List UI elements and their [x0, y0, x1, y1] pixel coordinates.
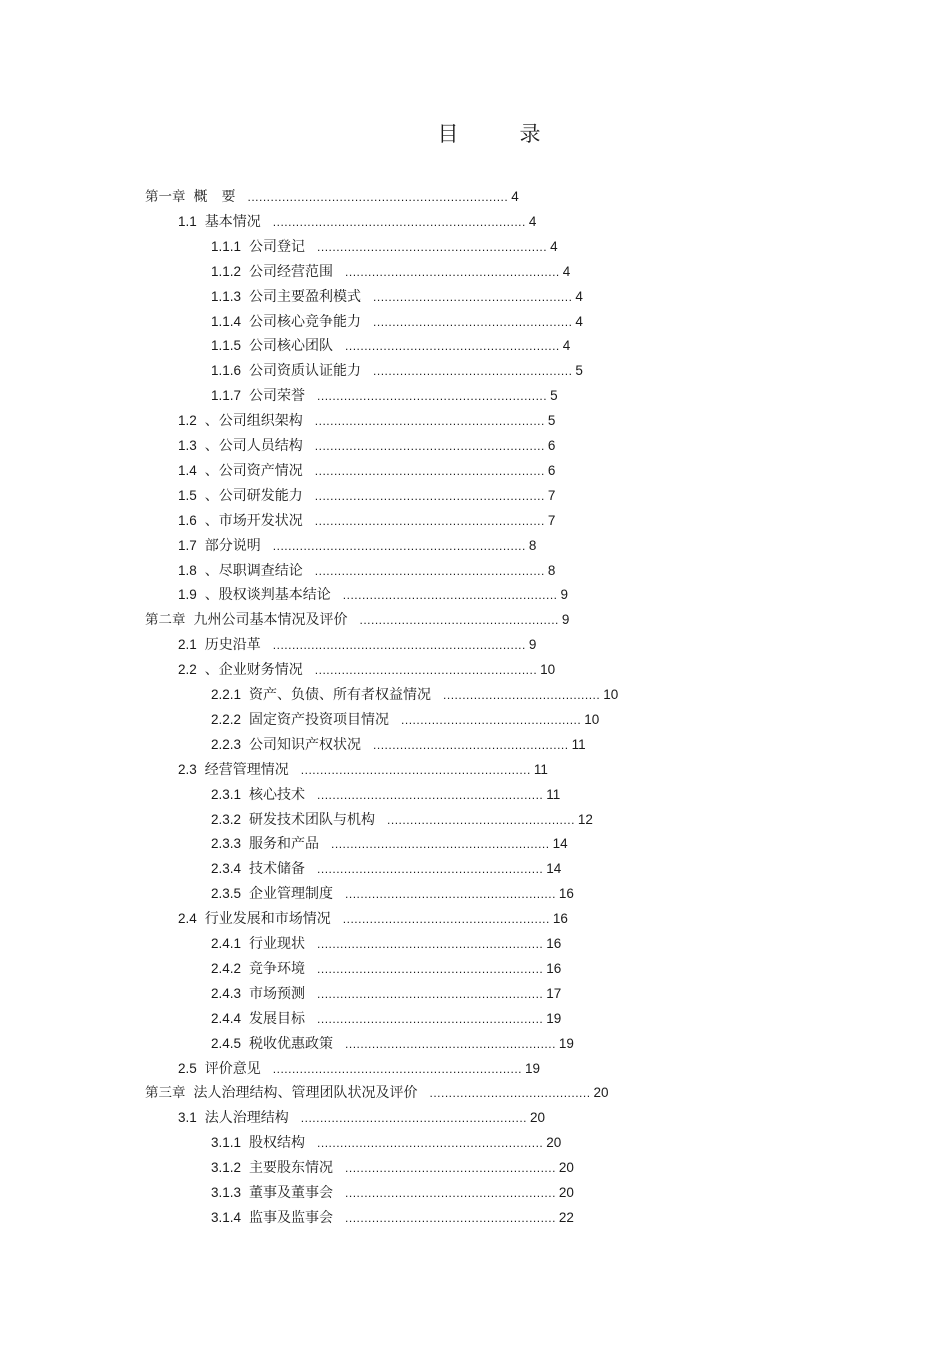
- toc-entry-page: 4: [575, 313, 583, 329]
- toc-entry-leader: ....................................................: [373, 364, 573, 379]
- toc-entry-label: 公司知识产权状况: [249, 736, 362, 753]
- toc-entry-leader: ......................................................: [342, 912, 550, 927]
- toc-entry[interactable]: [211, 337, 570, 355]
- toc-entry-page: 11: [546, 786, 561, 802]
- toc-entry-page: 11: [533, 761, 548, 777]
- toc-entry-number: 1.1.3: [211, 288, 242, 304]
- toc-entry-number: 2.3.1: [211, 786, 242, 802]
- toc-entry-page: 4: [528, 213, 537, 229]
- toc-entry-number: 1.6: [178, 512, 197, 528]
- toc-entry-label: 、公司人员结构: [204, 438, 303, 454]
- toc-entry-number: 2.4: [178, 911, 197, 927]
- toc-entry[interactable]: [211, 811, 593, 829]
- toc-entry-label: 服务和产品: [249, 836, 320, 853]
- toc-entry-number: 1.9: [178, 587, 197, 603]
- toc-entry-page: 11: [571, 736, 586, 752]
- toc-entry-leader: ...............................................: [401, 712, 582, 727]
- toc-entry-number: 3.1: [178, 1110, 197, 1126]
- toc-entry-label: 研发技术团队与机构: [249, 811, 376, 828]
- toc-entry-leader: ..........................................: [429, 1086, 591, 1101]
- toc-entry-number: 1.7: [178, 537, 197, 553]
- toc-entry-number: 2.4.4: [211, 1010, 242, 1026]
- toc-title: 目 录: [437, 122, 561, 146]
- toc-entry[interactable]: [211, 686, 618, 704]
- toc-entry[interactable]: [178, 761, 548, 779]
- toc-entry-number: 3.1.3: [211, 1185, 242, 1200]
- toc-entry[interactable]: [211, 885, 574, 903]
- toc-entry-page: 19: [525, 1060, 541, 1076]
- toc-entry-leader: .................................................................: [272, 1061, 522, 1076]
- toc-entry-page: 4: [575, 288, 583, 304]
- toc-entry-number: 3.1.2: [211, 1160, 242, 1176]
- toc-entry-page: 19: [546, 1010, 562, 1026]
- toc-entry[interactable]: [211, 1035, 574, 1053]
- toc-entry-label: 经营管理情况: [204, 761, 289, 778]
- toc-entry-label: 部分说明: [204, 537, 261, 554]
- toc-entry-label: 、股权谈判基本结论: [204, 587, 331, 604]
- toc-entry-leader: .......................................................: [345, 887, 556, 902]
- toc-entry[interactable]: [211, 1159, 574, 1177]
- toc-entry-page: 14: [552, 836, 568, 852]
- toc-entry-page: 4: [550, 238, 558, 254]
- toc-entry-leader: ............................................................: [317, 239, 548, 254]
- toc-entry[interactable]: [178, 562, 555, 580]
- toc-entry-number: 1.8: [178, 562, 197, 578]
- toc-entry-label: 基本情况: [204, 213, 261, 230]
- toc-entry-leader: ...........................................................: [317, 937, 544, 951]
- toc-entry[interactable]: [178, 412, 555, 430]
- toc-entry-leader: ....................................................: [373, 289, 573, 304]
- toc-entry-leader: ...........................................................: [300, 1111, 527, 1126]
- toc-entry-page: 5: [547, 413, 556, 429]
- toc-entry[interactable]: [211, 985, 561, 1003]
- toc-entry-label: 法人治理结构、管理团队状况及评价: [193, 1085, 418, 1102]
- toc-entry-page: 14: [546, 861, 562, 877]
- toc-entry-page: 20: [546, 1135, 562, 1151]
- toc-entry-page: 22: [558, 1209, 574, 1225]
- toc-entry-page: 20: [558, 1185, 574, 1200]
- toc-entry-leader: .........................................................: [331, 837, 550, 852]
- toc-entry[interactable]: [211, 1209, 574, 1227]
- toc-entry-number: 2.1: [178, 637, 197, 653]
- toc-entry-leader: ...........................................................: [317, 787, 544, 802]
- toc-entry-page: 9: [528, 637, 537, 653]
- toc-entry-number: 1.1.5: [211, 338, 242, 354]
- toc-entry[interactable]: [211, 711, 599, 729]
- toc-entry[interactable]: [145, 611, 569, 629]
- toc-entry-leader: ...........................................................: [317, 986, 544, 1001]
- toc-entry[interactable]: [178, 910, 568, 928]
- toc-entry-leader: ..................................................................: [272, 538, 526, 553]
- toc-entry-number: 3.1.1: [211, 1135, 242, 1151]
- toc-entry-label: 历史沿革: [204, 637, 261, 654]
- toc-entry-label: 行业发展和市场情况: [204, 911, 331, 928]
- toc-entry-number: 2.2: [178, 662, 197, 678]
- toc-entry[interactable]: [178, 487, 555, 505]
- toc-entry-leader: ...........................................................: [317, 862, 544, 877]
- toc-entry-leader: ..................................................................: [272, 638, 526, 653]
- toc-entry[interactable]: [211, 313, 583, 331]
- toc-entry-page: 4: [511, 189, 519, 204]
- toc-entry[interactable]: [211, 860, 561, 878]
- toc-entry-leader: ..........................................................: [314, 663, 538, 678]
- toc-entry-number: 2.4.2: [211, 960, 242, 976]
- toc-entry-page: 12: [577, 811, 593, 827]
- toc-entry-number: 2.2.1: [211, 687, 242, 702]
- toc-entry-label: 、尽职调查结论: [204, 562, 303, 579]
- toc-entry-number: 2.3.4: [211, 861, 242, 877]
- toc-entry-label: 公司资质认证能力: [249, 363, 362, 380]
- toc-entry-leader: ............................................................: [314, 563, 545, 578]
- toc-entry-page: 20: [593, 1085, 609, 1101]
- toc-entry-page: 8: [528, 537, 537, 553]
- toc-entry-number: 1.4: [178, 462, 197, 478]
- toc-entry-number: 1.1.7: [211, 388, 242, 404]
- toc-entry[interactable]: [211, 960, 561, 978]
- toc-entry-number: 2.4.3: [211, 985, 242, 1001]
- toc-entry-page: 16: [552, 911, 568, 927]
- toc-entry[interactable]: [211, 1184, 574, 1202]
- toc-entry-leader: ....................................................: [373, 314, 573, 329]
- toc-entry-leader: ............................................................: [314, 488, 545, 503]
- toc-entry-label: 公司登记: [249, 238, 306, 255]
- toc-entry-label: 、公司资产情况: [204, 462, 303, 479]
- toc-entry[interactable]: [211, 736, 586, 754]
- toc-entry-label: 公司核心团队: [249, 338, 334, 355]
- toc-entry-page: 16: [546, 960, 562, 976]
- toc-entry-label: 、市场开发状况: [204, 512, 303, 529]
- toc-entry-label: 法人治理结构: [204, 1110, 289, 1127]
- toc-entry-leader: .........................................: [443, 688, 601, 702]
- toc-entry-label: 监事及监事会: [249, 1209, 334, 1226]
- toc-entry-number: 1.1.1: [211, 238, 242, 254]
- toc-entry-page: 4: [562, 263, 571, 279]
- toc-entry-label: 公司核心竞争能力: [249, 313, 362, 330]
- toc-entry[interactable]: [145, 1084, 609, 1102]
- toc-entry[interactable]: [145, 188, 519, 206]
- toc-entry[interactable]: [211, 935, 561, 953]
- toc-entry-leader: ..................................................................: [272, 214, 526, 229]
- toc-entry-label: 公司经营范围: [249, 263, 334, 280]
- toc-entry[interactable]: [178, 661, 555, 679]
- toc-entry-label: 九州公司基本情况及评价: [193, 612, 348, 629]
- toc-entry-label: 核心技术: [249, 786, 306, 803]
- toc-entry[interactable]: [211, 387, 558, 405]
- toc-entry-leader: ........................................................: [345, 339, 560, 354]
- toc-entry-page: 8: [547, 562, 556, 578]
- toc-entry-number: 2.3.2: [211, 811, 242, 827]
- toc-entry-page: 20: [558, 1160, 574, 1176]
- toc-entry[interactable]: [211, 238, 558, 256]
- toc-entry-leader: ........................................................: [342, 588, 558, 603]
- toc-entry[interactable]: [211, 835, 568, 853]
- toc-entry-label: 技术储备: [249, 861, 306, 878]
- toc-entry-label: 、企业财务情况: [204, 662, 303, 679]
- toc-entry-label: 行业现状: [249, 936, 306, 952]
- toc-entry[interactable]: [178, 512, 555, 530]
- toc-entry-leader: ...................................................: [373, 737, 569, 752]
- toc-entry-number: 2.2.2: [211, 711, 242, 727]
- toc-entry[interactable]: [178, 636, 536, 654]
- toc-entry-label: 公司主要盈利模式: [249, 288, 362, 305]
- toc-entry[interactable]: [211, 1010, 561, 1028]
- toc-entry[interactable]: [178, 586, 568, 604]
- toc-entry-label: 企业管理制度: [249, 886, 334, 903]
- toc-entry-label: 概 要: [193, 189, 236, 205]
- toc-entry-leader: .......................................................: [345, 1036, 556, 1051]
- toc-entry-label: 市场预测: [249, 985, 306, 1002]
- toc-entry-leader: ............................................................: [314, 439, 545, 453]
- toc-entry-number: 2.5: [178, 1060, 197, 1076]
- toc-entry-page: 4: [562, 338, 571, 354]
- toc-entry-number: 2.4.1: [211, 936, 242, 951]
- toc-entry-label: 固定资产投资项目情况: [249, 711, 390, 728]
- toc-entry[interactable]: [211, 288, 583, 306]
- toc-entry-number: 2.3.5: [211, 886, 242, 902]
- toc-entry[interactable]: [211, 263, 570, 281]
- toc-entry-leader: .......................................................: [345, 1186, 556, 1200]
- toc-entry[interactable]: [211, 362, 583, 380]
- toc-entry-page: 19: [558, 1035, 574, 1051]
- toc-entry-label: 股权结构: [249, 1135, 306, 1152]
- toc-entry-page: 5: [550, 388, 558, 404]
- toc-entry-number: 1.2: [178, 413, 197, 429]
- toc-entry-leader: ............................................................: [314, 513, 545, 528]
- toc-entry-leader: .......................................................: [345, 1210, 556, 1225]
- toc-entry-label: 、公司组织架构: [204, 413, 303, 430]
- toc-entry-number: 1.3: [178, 438, 197, 453]
- toc-entry-page: 5: [575, 363, 583, 379]
- toc-entry-page: 10: [540, 662, 556, 678]
- toc-entry-label: 竞争环境: [249, 960, 306, 977]
- toc-entry[interactable]: [211, 1134, 561, 1152]
- toc-entry[interactable]: [178, 462, 555, 480]
- toc-entry-number: 3.1.4: [211, 1209, 242, 1225]
- toc-entry-page: 7: [547, 512, 556, 528]
- toc-entry-number: 1.1.6: [211, 363, 242, 379]
- toc-entry[interactable]: [178, 1060, 540, 1078]
- toc-entry-page: 16: [546, 936, 562, 951]
- toc-entry-label: 资产、负债、所有者权益情况: [249, 687, 432, 703]
- toc-entry-page: 6: [547, 438, 556, 453]
- toc-entry-number: 第二章: [145, 612, 186, 628]
- toc-entry-number: 第三章: [145, 1085, 186, 1101]
- toc-entry[interactable]: [178, 437, 555, 455]
- toc-entry-label: 税收优惠政策: [249, 1035, 334, 1052]
- toc-entry-leader: ....................................................: [359, 613, 559, 628]
- toc-entry-number: 1.1: [178, 213, 197, 229]
- toc-entry-leader: ............................................................: [300, 762, 531, 777]
- toc-entry-number: 2.3: [178, 761, 197, 777]
- toc-entry-label: 发展目标: [249, 1010, 306, 1027]
- toc-entry-page: 10: [603, 687, 619, 702]
- toc-entry-page: 17: [546, 985, 562, 1001]
- toc-entry-leader: ............................................................: [314, 463, 545, 478]
- toc-entry-page: 10: [584, 711, 600, 727]
- toc-entry-label: 公司荣誉: [249, 388, 306, 405]
- toc-entry-page: 16: [558, 886, 574, 902]
- toc-entry[interactable]: [178, 213, 536, 231]
- toc-entry-page: 6: [547, 462, 556, 478]
- toc-entry-number: 2.2.3: [211, 736, 242, 752]
- toc-entry-number: 1.5: [178, 487, 197, 503]
- toc-entry-leader: ............................................................: [317, 389, 548, 404]
- toc-entry-number: 1.1.4: [211, 313, 242, 329]
- toc-entry-number: 2.3.3: [211, 836, 242, 852]
- toc-entry-number: 第一章: [145, 189, 186, 204]
- toc-entry-leader: ...........................................................: [317, 1011, 544, 1026]
- toc-entry-label: 评价意见: [204, 1060, 261, 1077]
- toc-entry-number: 2.4.5: [211, 1035, 242, 1051]
- toc-entry[interactable]: [178, 537, 536, 555]
- toc-entry-leader: .................................................: [387, 812, 575, 827]
- toc-entry-label: 主要股东情况: [249, 1160, 334, 1177]
- toc-entry-page: 7: [547, 487, 556, 503]
- toc-entry[interactable]: [211, 786, 560, 804]
- toc-entry-page: 9: [560, 587, 568, 603]
- toc-entry-leader: .......................................................: [345, 1161, 556, 1176]
- toc-entry[interactable]: [178, 1109, 545, 1127]
- toc-entry-leader: ....................................................................: [247, 190, 509, 204]
- toc-entry-label: 董事及董事会: [249, 1185, 334, 1201]
- toc-entry-leader: ...........................................................: [317, 961, 544, 976]
- toc-entry-page: 20: [530, 1110, 546, 1126]
- toc-entry-leader: ........................................................: [345, 264, 560, 279]
- toc-entry-leader: ............................................................: [314, 414, 545, 429]
- toc-entry-number: 1.1.2: [211, 263, 242, 279]
- toc-entry-page: 9: [561, 612, 570, 628]
- toc-entry-leader: ...........................................................: [317, 1136, 544, 1151]
- toc-entry-label: 、公司研发能力: [204, 487, 303, 504]
